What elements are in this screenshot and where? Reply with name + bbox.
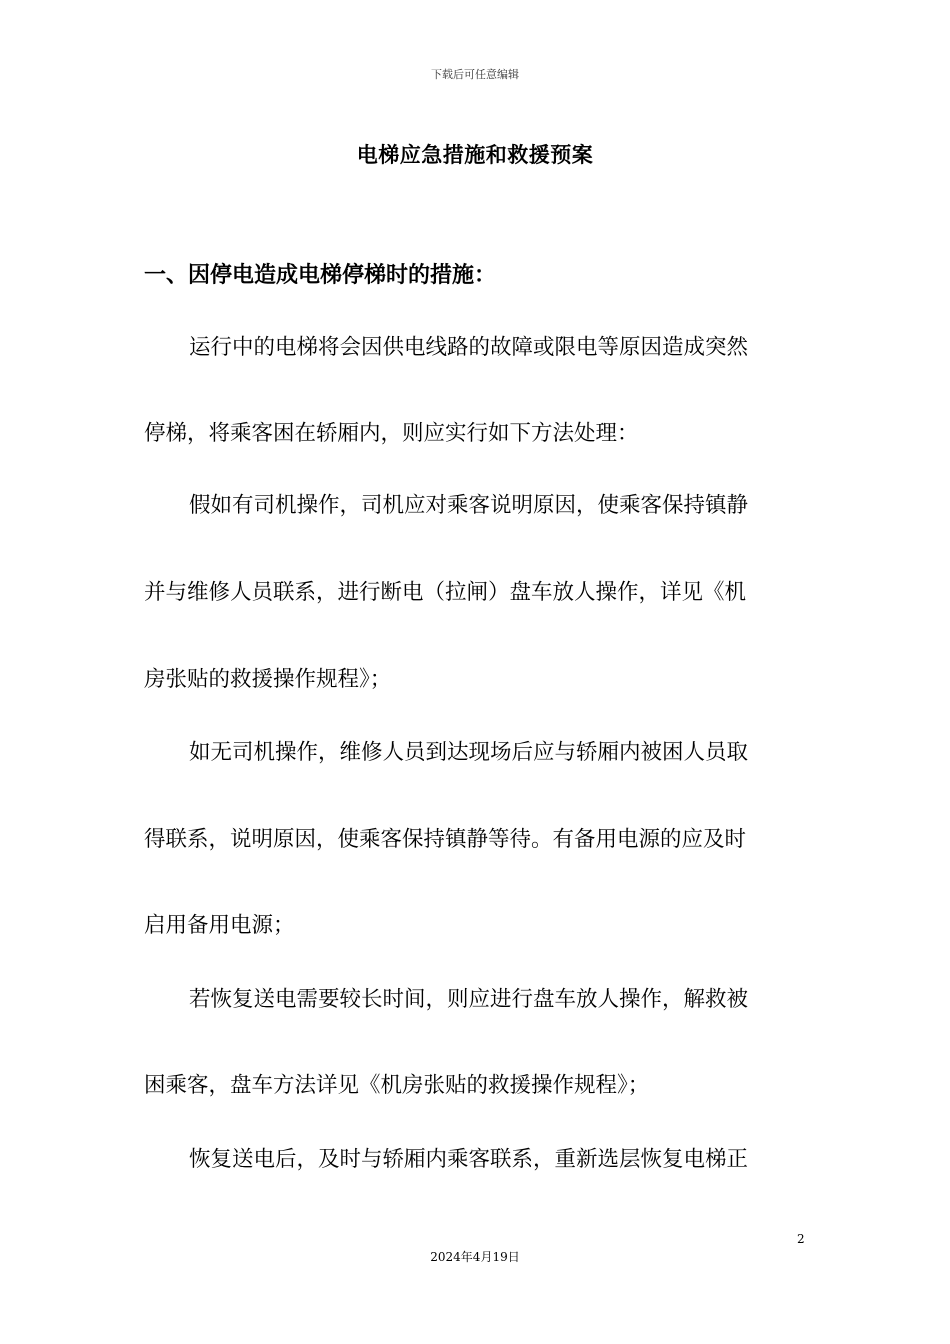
paragraph-line: 困乘客，盘车方法详见《机房张贴的救援操作规程》； [144,1073,650,1098]
section-heading: 一、因停电造成电梯停梯时的措施： [144,263,497,288]
paragraph-line: 运行中的电梯将会因供电线路的故障或限电等原因造成突然 [189,335,749,360]
page-number: 2 [797,1232,805,1246]
paragraph-line: 并与维修人员联系，进行断电（拉闸）盘车放人操作，详见《机 [144,580,747,605]
paragraph-line: 房张贴的救援操作规程》； [144,667,392,692]
paragraph-line: 如无司机操作，维修人员到达现场后应与轿厢内被困人员取 [189,740,749,765]
paragraph-line: 假如有司机操作，司机应对乘客说明原因，使乘客保持镇静 [189,493,749,518]
header-note: 下载后可任意编辑 [431,68,519,81]
paragraph-line: 恢复送电后，及时与轿厢内乘客联系，重新选层恢复电梯正 [189,1147,749,1172]
footer-date: 2024年4月19日 [430,1250,520,1264]
paragraph-line: 停梯，将乘客困在轿厢内，则应实行如下方法处理： [144,421,639,446]
paragraph-line: 若恢复送电需要较长时间，则应进行盘车放人操作，解救被 [189,987,749,1012]
page-title: 电梯应急措施和救援预案 [356,143,594,167]
paragraph-line: 启用备用电源； [144,913,295,938]
paragraph-line: 得联系，说明原因，使乘客保持镇静等待。有备用电源的应及时 [144,827,747,852]
